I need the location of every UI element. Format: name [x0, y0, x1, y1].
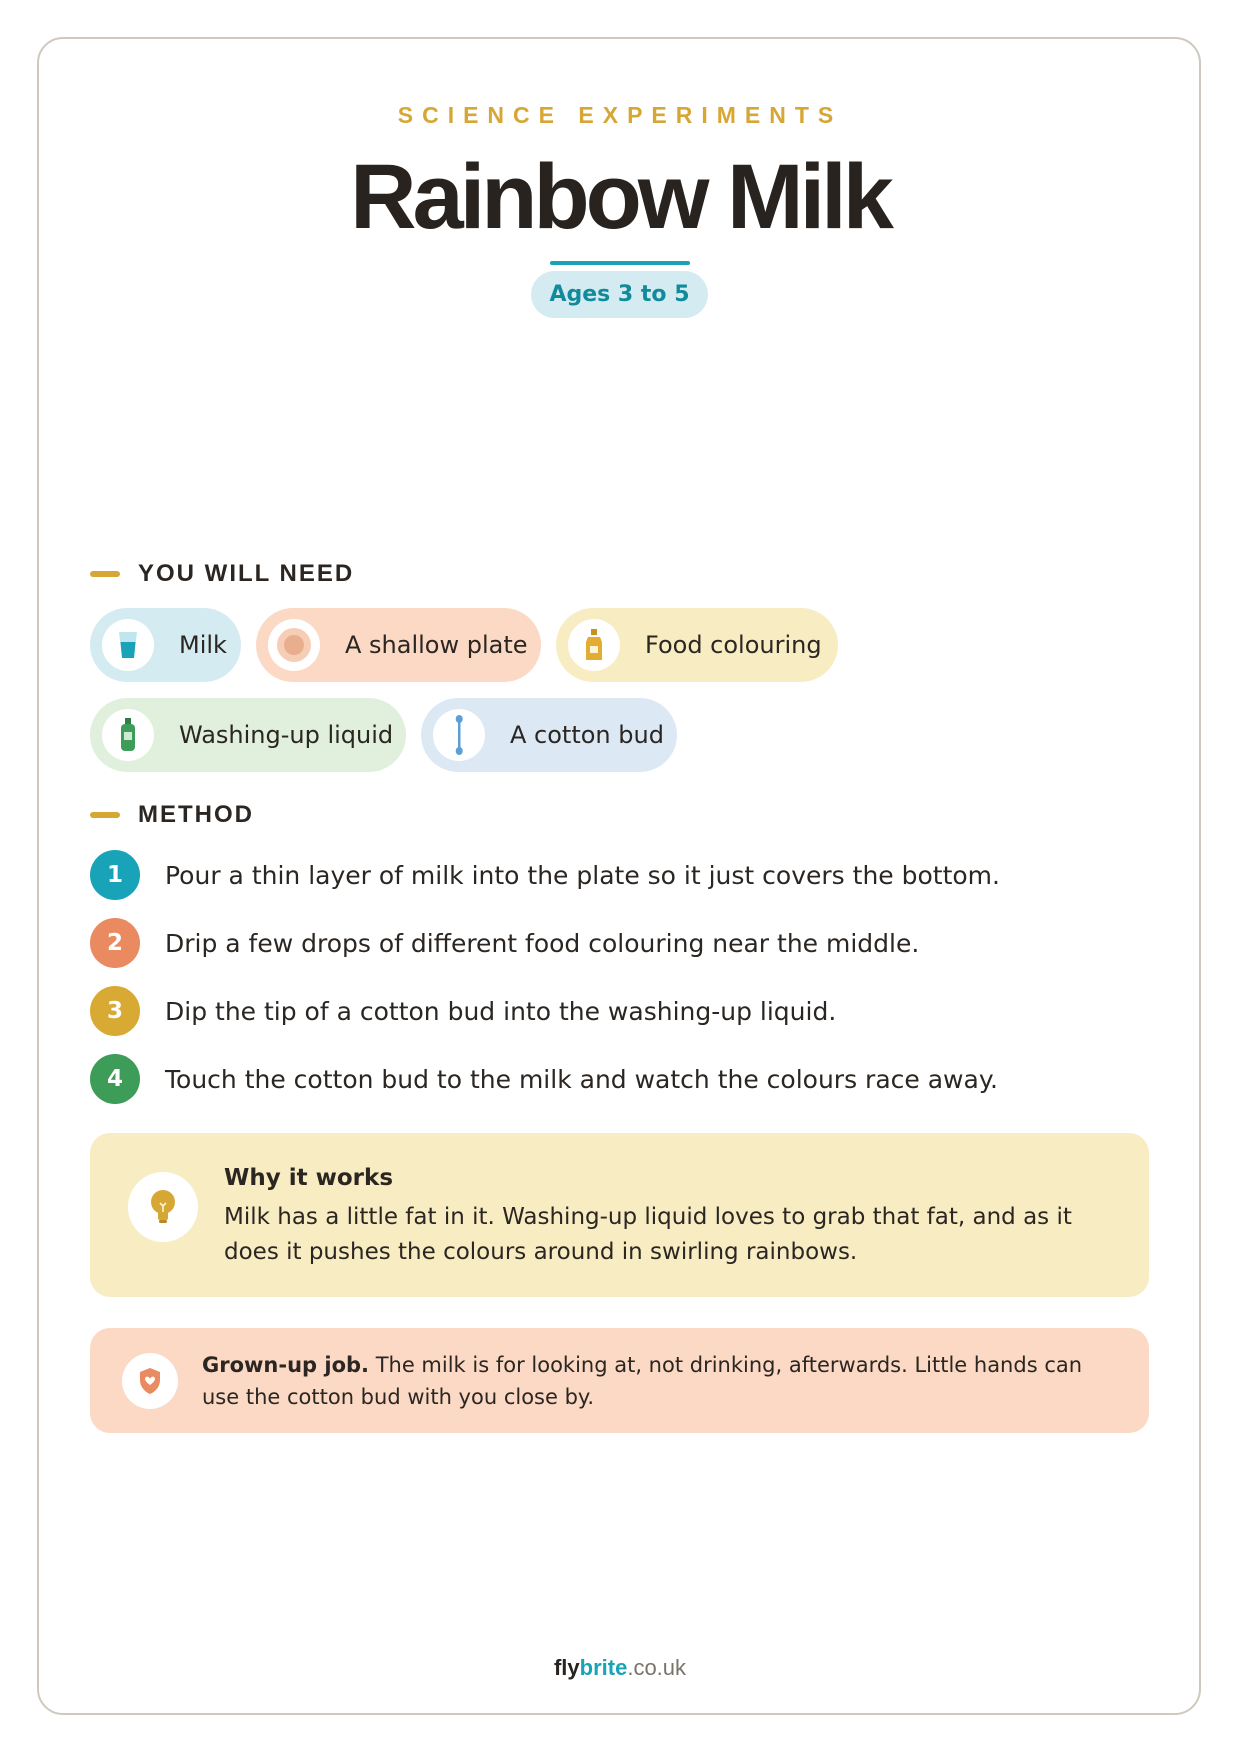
page-title: Rainbow Milk: [350, 146, 890, 248]
need-item-label: Milk: [179, 631, 227, 659]
category-kicker: SCIENCE EXPERIMENTS: [397, 102, 843, 128]
plate-icon: [268, 619, 320, 671]
step-text: Touch the cotton bud to the milk and watch the colours race away.: [165, 1064, 998, 1094]
need-item-label: A cotton bud: [510, 721, 664, 749]
cotton-bud-icon: [433, 709, 485, 761]
why-it-works-card: [90, 1133, 1149, 1297]
needs-heading: [90, 560, 354, 588]
why-heading: Why it works: [224, 1165, 394, 1191]
step-number-badge: 2: [90, 918, 140, 968]
title-underline: [550, 261, 690, 265]
shield-icon: [122, 1353, 178, 1409]
grown-up-text: [202, 1349, 1122, 1413]
grown-up-job-card: [90, 1328, 1149, 1433]
need-item-label: A shallow plate: [345, 631, 528, 659]
heading-dash: [90, 812, 120, 818]
grown-up-body: The milk is for looking at, not drinking, afterwards. Little hands can use the cotton bud with you close by.: [202, 1353, 1083, 1409]
age-badge: Ages 3 to 5: [531, 271, 708, 318]
step-text: Drip a few drops of different food colouring near the middle.: [165, 928, 920, 958]
method-step-4: [90, 1054, 998, 1104]
step-text: Dip the tip of a cotton bud into the washing-up liquid.: [165, 996, 837, 1026]
method-step-2: [90, 918, 919, 968]
heading-dash: [90, 571, 120, 577]
step-number-badge: 3: [90, 986, 140, 1036]
need-item-food-colouring: [556, 608, 838, 682]
step-text: Pour a thin layer of milk into the plate so it just covers the bottom.: [165, 860, 1000, 890]
method-heading: [90, 801, 254, 829]
needs-heading-text: YOU WILL NEED: [138, 560, 355, 587]
why-body: Milk has a little fat in it. Washing-up liquid loves to grab that fat, and as it does it pushes the colours around in swirling rainbows.: [224, 1204, 1072, 1265]
washing-up-liquid-icon: [102, 709, 154, 761]
lightbulb-icon: [128, 1172, 198, 1242]
method-step-1: [90, 850, 1000, 900]
footer-brand: [0, 1655, 1240, 1681]
need-item-milk: [90, 608, 241, 682]
step-number-badge: 1: [90, 850, 140, 900]
need-item-cotton-bud: [421, 698, 677, 772]
food-colouring-bottle-icon: [568, 619, 620, 671]
need-item-label: Food colouring: [645, 631, 822, 659]
step-number-badge: 4: [90, 1054, 140, 1104]
brand-part-fly: fly: [553, 1655, 580, 1680]
method-heading-text: METHOD: [138, 801, 254, 828]
brand-part-domain: .co.uk: [627, 1655, 687, 1680]
grown-up-lead: Grown-up job.: [202, 1353, 370, 1377]
brand-part-brite: brite: [579, 1655, 628, 1680]
method-step-3: [90, 986, 836, 1036]
need-item-label: Washing-up liquid: [179, 721, 394, 749]
need-item-washing-up-liquid: [90, 698, 406, 772]
milk-glass-icon: [102, 619, 154, 671]
need-item-plate: [256, 608, 541, 682]
